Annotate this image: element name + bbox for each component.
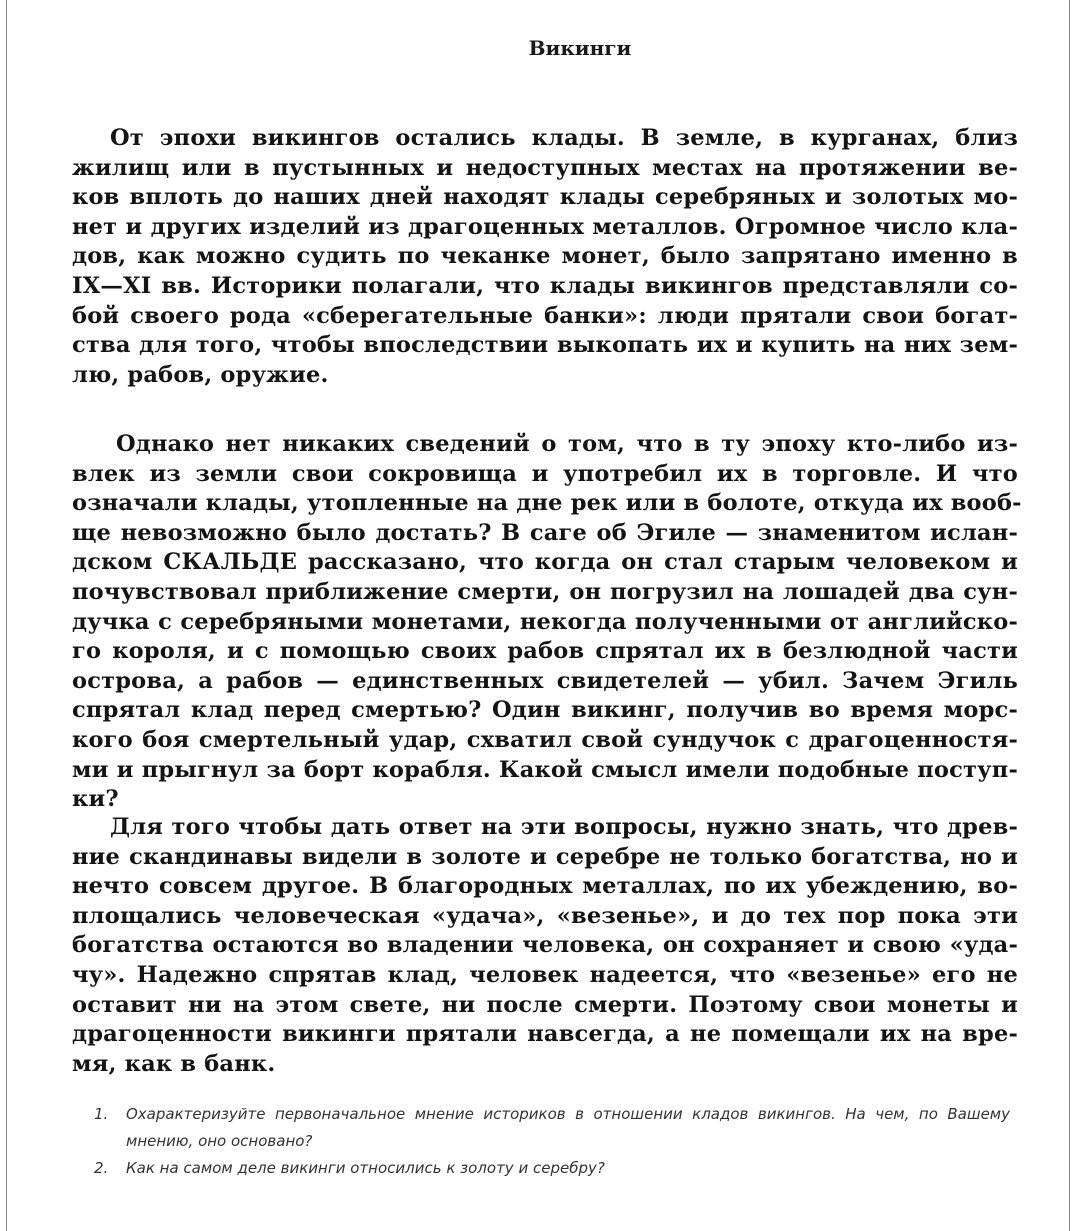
paragraph-line: чу». Надежно спрятав клад, человек надеется, что «везенье» его не [72,961,1018,988]
paragraph-3 [72,813,1018,1079]
document-title: Викинги [528,36,632,60]
paragraph-line: Однако нет никаких сведений о том, что в ту эпоху кто-либо из- [116,431,1018,457]
paragraph-line: спрятал клад перед смертью? Один викинг, получив во время морс- [72,697,1018,724]
paragraph-line: богатства остаются во владении человека, он сохраняет и свою «уда- [72,932,1018,959]
paragraph-line: ние скандинавы видели в золоте и серебре не только богатства, но и [72,843,1018,870]
questions-list [90,1101,1010,1182]
question-text: Как на самом деле викинги относились к золоту и серебру? [126,1159,605,1177]
paragraph-line: площались человеческая «удача», «везенье», и до тех пор пока эти [72,902,1018,929]
paragraph-line: оставит ни на этом свете, ни после смерти. Поэтому свои монеты и [72,991,1018,1018]
paragraph-line: нечто совсем другое. В благородных металлах, по их убеждению, во- [72,873,1018,900]
paragraph-line: острова, а рабов — единственных свидетелей — убил. Зачем Эгиль [72,667,1018,694]
paragraph-line: жилищ или в пустынных и недоступных местах на протяжении ве- [72,154,1018,181]
paragraph-line: влек из земли свои сокровища и употребил их в торговле. И что [72,460,1018,487]
question-item [90,1101,1010,1155]
paragraph-1 [72,124,1018,390]
paragraph-line: дучка с серебряными монетами, некогда полученными от английско- [72,608,1018,635]
paragraph-line: дском СКАЛЬДЕ рассказано, что когда он стал старым человеком и [72,549,1018,576]
paragraph-line: нет и других изделий из драгоценных металлов. Огромное число кла- [72,213,1018,240]
question-text: Охарактеризуйте первоначальное мнение историков в отношении кладов викингов. На чем, по Вашему мнению, оно основано? [126,1105,1010,1150]
paragraph-line: го короля, и с помощью своих рабов спрятал их в безлюдной части [72,638,1018,665]
question-number: 2. [94,1159,109,1177]
paragraph-line: лю, рабов, оружие. [72,361,329,388]
paragraph-line: дов, как можно судить по чеканке монет, было запрятано именно в [72,243,1018,270]
paragraph-line: ми и прыгнул за борт корабля. Какой смысл имели подобные поступ- [72,756,1018,783]
question-item [90,1155,1010,1182]
paragraph-line: ки? [72,786,119,813]
paragraph-line: бой своего рода «сберегательные банки»: люди прятали свои богат- [72,302,1018,329]
paragraph-line: ще невозможно было достать? В саге об Эгиле — знаменитом ислан- [72,519,1018,546]
paragraph-line: ков вплоть до наших дней находят клады серебряных и золотых мо- [72,184,1018,211]
paragraph-line: драгоценности викинги прятали навсегда, а не помещали их на вре- [72,1021,1018,1048]
paragraph-line: мя, как в банк. [72,1050,276,1077]
paragraph-line: кого боя смертельный удар, схватил свой сундучок с драгоценностя- [72,726,1018,753]
paragraph-line: IX—XI вв. Историки полагали, что клады викингов представляли со- [72,272,1018,299]
paragraph-line: Для того чтобы дать ответ на эти вопросы, нужно знать, что древ- [110,814,1018,840]
paragraph-2 [72,430,1022,815]
paragraph-line: почувствовал приближение смерти, он погрузил на лошадей два сун- [72,578,1018,605]
paragraph-line: означали клады, утопленные на дне рек или в болоте, откуда их вооб- [72,490,1022,517]
question-number: 1. [94,1105,109,1123]
paragraph-line: От эпохи викингов остались клады. В земле, в курганах, близ [110,125,1018,151]
paragraph-line: ства для того, чтобы впоследствии выкопать их и купить на них зем- [72,332,1018,359]
